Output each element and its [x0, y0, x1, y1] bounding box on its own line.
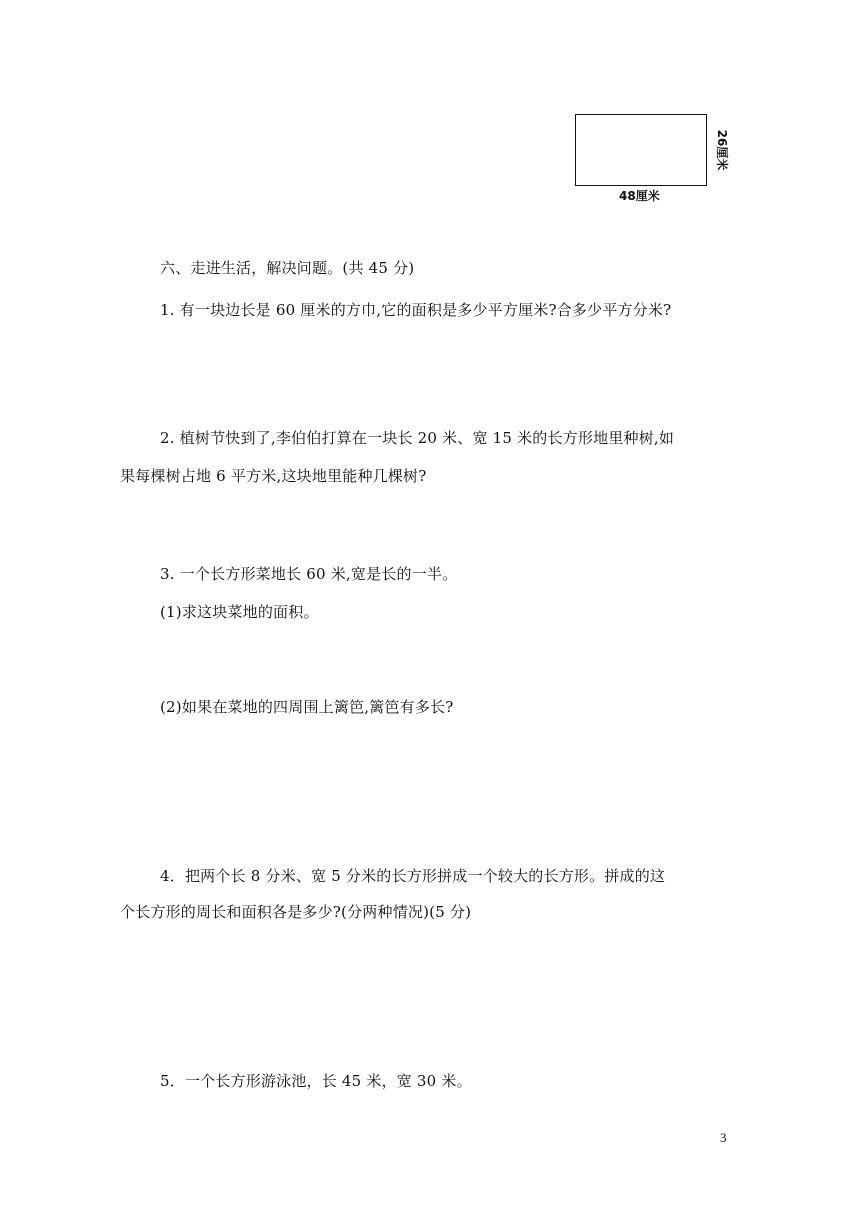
question-4-line-1: 4．把两个长 8 分米、宽 5 分米的长方形拼成一个较大的长方形。拼成的这 [160, 867, 666, 885]
question-5: 5．一个长方形游泳池，长 45 米，宽 30 米。 [160, 1072, 472, 1090]
question-1: 1. 有一块边长是 60 厘米的方巾,它的面积是多少平方厘米?合多少平方分米? [160, 301, 672, 319]
question-3-part-1: (1)求这块菜地的面积。 [160, 603, 319, 621]
question-2-line-2: 果每棵树占地 6 平方米,这块地里能种几棵树? [120, 467, 427, 485]
question-4-line-2: 个长方形的周长和面积各是多少?(分两种情况)(5 分) [120, 903, 472, 921]
question-2-line-1: 2. 植树节快到了,李伯伯打算在一块长 20 米、宽 15 米的长方形地里种树,如 [160, 429, 675, 447]
rectangle-height-label: 26厘米 [715, 129, 729, 171]
rectangle-figure [575, 114, 707, 186]
rectangle-width-label: 48厘米 [619, 189, 660, 203]
page-number: 3 [720, 1130, 727, 1145]
question-3: 3. 一个长方形菜地长 60 米,宽是长的一半。 [160, 565, 458, 583]
section-heading: 六、走进生活，解决问题。(共 45 分) [160, 259, 415, 277]
question-3-part-2: (2)如果在菜地的四周围上篱笆,篱笆有多长? [160, 698, 454, 716]
